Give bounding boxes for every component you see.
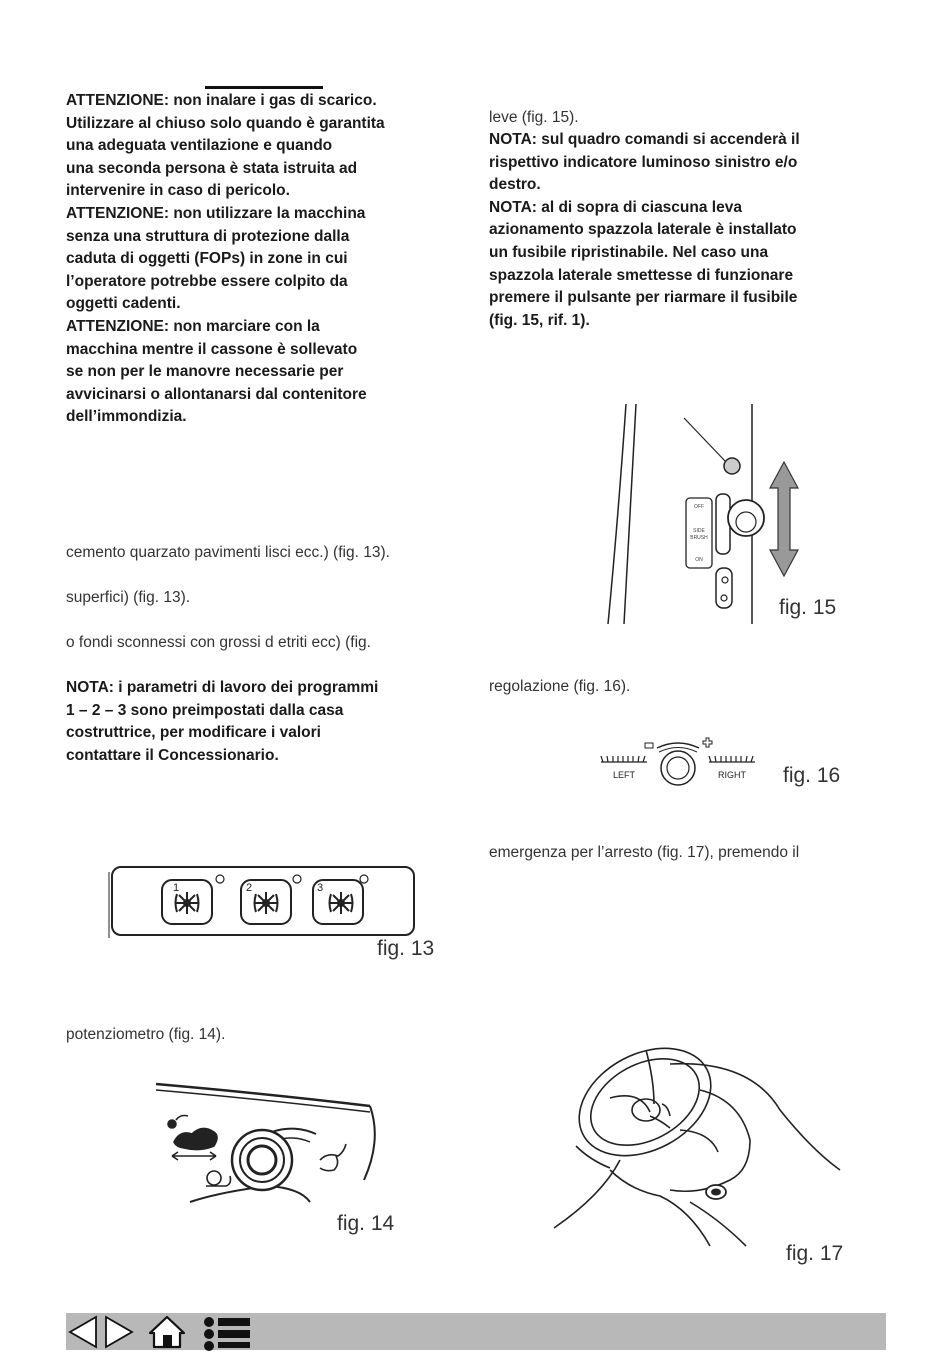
up-down-arrow-icon xyxy=(770,462,798,576)
text-line: rispettivo indicatore luminoso sinistro e/o xyxy=(489,153,798,171)
left-label: LEFT xyxy=(612,770,636,780)
text-line: senza una struttura di protezione dalla xyxy=(66,227,350,245)
home-icon[interactable] xyxy=(146,1313,188,1349)
text-line: NOTA: sul quadro comandi si accenderà il xyxy=(489,131,800,148)
text-line: intervenire in caso di pericolo. xyxy=(66,182,290,200)
note-block xyxy=(66,677,378,767)
snail-icon xyxy=(206,1171,231,1186)
emergency-button xyxy=(706,1185,726,1199)
text-line: cemento quarzato pavimenti lisci ecc.) (fig. 13). xyxy=(66,544,390,561)
text-line: macchina mentre il cassone è sollevato xyxy=(66,340,358,358)
text-line: se non per le manovre necessarie per xyxy=(66,363,344,381)
range-arrow-icon xyxy=(172,1152,216,1160)
footer-bar xyxy=(66,1313,886,1350)
program-3-label: 3 xyxy=(317,882,324,894)
text-line: costruttrice, per modificare i valori xyxy=(66,724,321,742)
fig14-speed-potentiometer xyxy=(150,1080,380,1210)
text-line: destro. xyxy=(489,176,541,194)
program-3-button xyxy=(313,875,368,924)
right-label: RIGHT xyxy=(718,770,746,780)
text-line: NOTA: i parametri di lavoro dei programmi xyxy=(66,679,379,696)
text-line: azionamento spazzola laterale è installato xyxy=(489,221,797,239)
text-line: superfici) (fig. 13). xyxy=(66,589,191,606)
fig17-steering-wheel xyxy=(550,1020,850,1250)
text-line: contattare il Concessionario. xyxy=(66,746,279,764)
text-line: oggetti cadenti. xyxy=(66,295,181,313)
text-line: emergenza per l’arresto (fig. 17), premendo il xyxy=(489,844,800,861)
text-line: un fusibile ripristinabile. Nel caso una xyxy=(489,243,769,261)
rabbit-icon xyxy=(320,1144,346,1171)
off-label: OFF xyxy=(694,504,704,510)
left-brush-icon xyxy=(601,756,647,762)
text-line: spazzola laterale smettesse di funzionare xyxy=(489,266,794,284)
on-label: ON xyxy=(695,557,703,563)
program-2-label: 2 xyxy=(246,882,253,894)
next-page-icon[interactable] xyxy=(102,1313,136,1349)
text-line: potenziometro (fig. 14). xyxy=(66,1026,226,1043)
text-line: una adeguata ventilazione e quando xyxy=(66,137,333,155)
fig14-caption: fig. 14 xyxy=(337,1212,395,1235)
fig16-regulation-knob xyxy=(595,736,765,788)
turtle-icon xyxy=(168,1116,217,1150)
text-line: (fig. 15, rif. 1). xyxy=(489,311,590,329)
minus-icon xyxy=(645,743,653,748)
text-line: l’operatore potrebbe essere colpito da xyxy=(66,272,348,290)
fig16-caption: fig. 16 xyxy=(783,764,841,787)
text-line: Utilizzare al chiuso solo quando è garantita xyxy=(66,114,385,132)
fig13-caption: fig. 13 xyxy=(377,937,435,960)
fig17-caption: fig. 17 xyxy=(786,1242,844,1265)
plus-icon xyxy=(703,738,712,747)
text-line: avvicinarsi o allontanarsi dal contenitore xyxy=(66,385,367,403)
fig15-caption: fig. 15 xyxy=(779,596,837,619)
text-line: regolazione (fig. 16). xyxy=(489,678,631,695)
header-rule xyxy=(205,86,323,89)
text-line: dell’immondizia. xyxy=(66,408,187,426)
index-list-icon[interactable] xyxy=(202,1313,252,1349)
side-label: SIDE xyxy=(693,528,705,534)
fuse-reset-button xyxy=(724,458,740,474)
text-line: o fondi sconnessi con grossi d etriti ecc) (fig. xyxy=(66,634,371,651)
text-line: ATTENZIONE: non marciare con la xyxy=(66,317,320,335)
text-line: ATTENZIONE: non utilizzare la macchina xyxy=(66,204,366,222)
note-block xyxy=(489,129,800,332)
text-line: ATTENZIONE: non inalare i gas di scarico. xyxy=(66,92,377,109)
brush-label: BRUSH xyxy=(690,535,708,541)
text-line: una seconda persona è stata istruita ad xyxy=(66,159,358,177)
text-line: 1 – 2 – 3 sono preimpostati dalla casa xyxy=(66,701,344,719)
text-line: leve (fig. 15). xyxy=(489,109,579,126)
text-line: premere il pulsante per riarmare il fusibile xyxy=(489,289,798,307)
prev-page-icon[interactable] xyxy=(66,1313,100,1349)
warning-block xyxy=(66,90,385,429)
text-line: caduta di oggetti (FOPs) in zone in cui xyxy=(66,250,348,268)
fig13-program-panel xyxy=(105,862,425,942)
program-1-label: 1 xyxy=(173,882,180,894)
right-brush-icon xyxy=(709,756,755,762)
text-line: NOTA: al di sopra di ciascuna leva xyxy=(489,198,742,216)
